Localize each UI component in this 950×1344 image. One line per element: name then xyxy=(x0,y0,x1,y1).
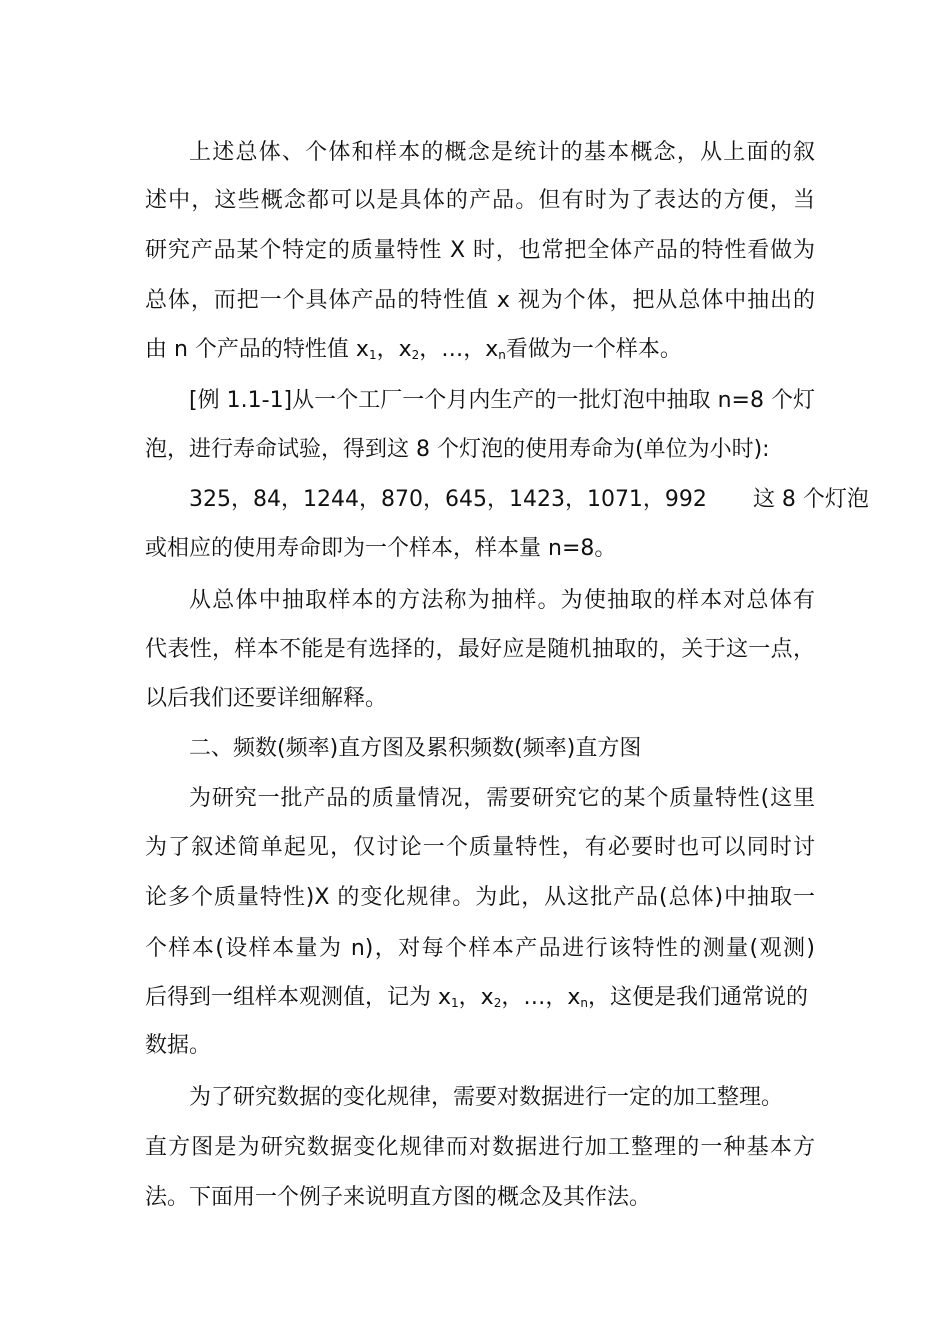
subscript: 2 xyxy=(493,996,502,1010)
text-span: ，这便是我们通常说的 xyxy=(587,985,808,1010)
section-heading xyxy=(189,729,815,769)
text-span: 看做为一个样本。 xyxy=(505,337,682,362)
text-span: 这 8 个灯泡 xyxy=(752,487,869,512)
text-span: ，x xyxy=(458,985,494,1010)
subscript: n xyxy=(498,348,506,362)
subscript: 1 xyxy=(368,348,377,362)
text-span: ，…，x xyxy=(419,337,499,362)
text-line xyxy=(145,529,815,569)
text-span: 个样本(设样本量为 n)，对每个样本产品进行该特性的测量(观测) xyxy=(145,936,815,961)
subscript: 2 xyxy=(411,348,420,362)
text-span: 直方图是为研究数据变化规律而对数据进行加工整理的一种基本方 xyxy=(145,1135,815,1160)
text-line xyxy=(145,929,815,969)
text-span: ，…，x xyxy=(501,985,581,1010)
text-span: 研究产品某个特定的质量特性 X 时，也常把全体产品的特性看做为 xyxy=(145,238,815,263)
text-line xyxy=(189,480,869,520)
heading-text: 二、频数(频率)直方图及累积频数(频率)直方图 xyxy=(189,736,642,761)
text-line xyxy=(145,630,815,670)
text-span: 后得到一组样本观测值，记为 x xyxy=(145,985,452,1010)
text-span: 为了研究数据的变化规律，需要对数据进行一定的加工整理。 xyxy=(189,1085,784,1110)
text-line xyxy=(145,1026,815,1066)
text-line xyxy=(145,679,815,719)
text-span: 从总体中抽取样本的方法称为抽样。为使抽取的样本对总体有 xyxy=(189,588,815,613)
text-line xyxy=(189,133,815,173)
text-span: 以后我们还要详细解释。 xyxy=(145,686,388,711)
text-line xyxy=(189,381,815,421)
data-values: 325，84，1244，870，645，1423，1071，992 xyxy=(189,487,707,512)
text-line xyxy=(189,1078,815,1118)
text-line xyxy=(189,581,815,621)
text-line xyxy=(145,430,815,470)
text-line xyxy=(145,978,815,1018)
text-line xyxy=(145,878,815,918)
text-span: 总体，而把一个具体产品的特性值 x 视为个体，把从总体中抽出的 xyxy=(145,288,815,313)
text-span: ，x xyxy=(376,337,412,362)
text-span: 由 n 个产品的特性值 x xyxy=(145,337,369,362)
text-span: 上述总体、个体和样本的概念是统计的基本概念，从上面的叙 xyxy=(189,140,815,165)
text-span: [例 1.1-1]从一个工厂一个月内生产的一批灯泡中抽取 n=8 个灯 xyxy=(189,388,815,413)
text-line xyxy=(189,779,815,819)
text-span: 论多个质量特性)X 的变化规律。为此，从这批产品(总体)中抽取一 xyxy=(145,885,815,910)
text-span: 为研究一批产品的质量情况，需要研究它的某个质量特性(这里 xyxy=(189,786,815,811)
text-line xyxy=(145,231,815,271)
text-line xyxy=(145,828,815,868)
text-span: 代表性，样本不能是有选择的，最好应是随机抽取的，关于这一点， xyxy=(145,637,815,662)
text-line xyxy=(145,181,815,221)
text-line xyxy=(145,281,815,321)
text-line xyxy=(145,1128,815,1168)
text-line xyxy=(145,330,815,370)
text-span: 为了叙述简单起见，仅讨论一个质量特性，有必要时也可以同时讨 xyxy=(145,835,815,860)
text-span: 法。下面用一个例子来说明直方图的概念及其作法。 xyxy=(145,1185,652,1210)
text-span: 或相应的使用寿命即为一个样本，样本量 n=8。 xyxy=(145,536,617,561)
text-line xyxy=(145,1178,815,1218)
text-span: 述中，这些概念都可以是具体的产品。但有时为了表达的方便，当 xyxy=(145,188,815,213)
subscript: 1 xyxy=(451,996,459,1010)
text-span: 泡，进行寿命试验，得到这 8 个灯泡的使用寿命为(单位为小时): xyxy=(145,437,770,462)
subscript: n xyxy=(580,996,588,1010)
text-span: 数据。 xyxy=(145,1033,212,1058)
